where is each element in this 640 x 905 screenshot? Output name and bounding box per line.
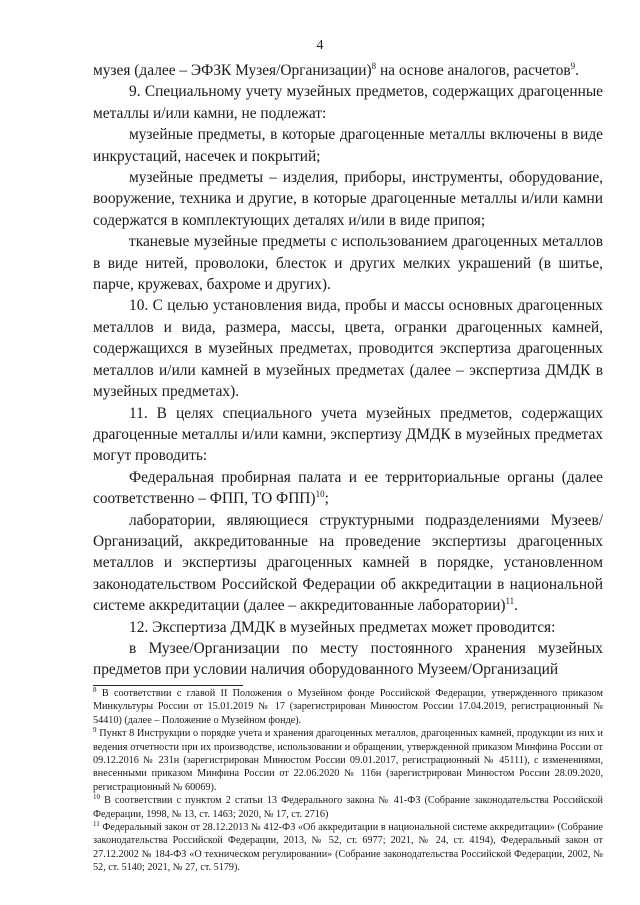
paragraph-11: 11. В целях специального учета музейных предметов, содержащих драгоценные металлы и/или камни, экспертизу ДМДК в музейных предметах могут проводить: — [93, 404, 603, 465]
footnote-ref: 10 — [315, 489, 325, 500]
page-number: 4 — [316, 38, 324, 53]
footnote-ref: 11 — [505, 596, 515, 607]
footnote-divider — [93, 685, 243, 686]
paragraph-continuation: музея (далее – ЭФЗК Музея/Организации)$^8$ на основе аналогов, расчетов$^9$. — [93, 61, 580, 79]
footnote-ref: 9 — [570, 61, 576, 71]
paragraph-10: 10. С целью установления вида, пробы и массы основных драгоценных металлов и вида, размера, массы, цвета, огранки драгоценных камней, содержащихся в музейных предметах, проводится экспертиза драгоценных металлов и/или камней в музейных предметах (далее – экспертиза ДМДК в музейных предметах). — [93, 297, 603, 401]
footnote: $^{11}$ Федеральный закон от 28.12.2013 № 412-ФЗ «Об аккредитации в национальной системе аккредитации» (Собрание законодательства Российской Федерации, 2013, № 52, ст. 6977; 2021, № 24, ст. 4194), Федеральный закон от 27.12.2002 № 184-ФЗ «О техническом регулировании» (Собрание законодательства Российской Федерации, 2002, № 52, ст. 5140; 2021, № 27, ст. 5179). — [93, 820, 603, 874]
footnote: $^9$ Пункт 8 Инструкции о порядке учета и хранения драгоценных металлов, драгоценных камней, продукции из них и ведения отчетности при их производстве, использовании и обращении, утвержденной приказом Минфина России от 09.12.2016 № 231н (зарегистрирован Минюстом России 09.01.2017, регистрационный № 45111), с изменениями, внесенными приказом Минфина России от 22.06.2020 № 116н (зарегистрирован Минюстом России 28.09.2020, регистрационный № 60069). — [93, 726, 603, 793]
list-item: музейные предметы – изделия, приборы, инструменты, оборудование, вооружение, техника и другие, в которые драгоценные металлы и/или камни содержатся в комплектующих деталях и/или в виде припоя; — [93, 169, 603, 229]
body-text — [93, 60, 603, 681]
list-item: тканевые музейные предметы с использованием драгоценных металлов в виде нитей, проволоки, блесток и других мелких украшений (в шитье, парче, кружевах, бахроме и других). — [93, 233, 603, 294]
footnotes — [93, 687, 603, 875]
list-item: музейные предметы, в которые драгоценные металлы включены в виде инкрустаций, насечек и покрытий; — [93, 126, 603, 165]
list-item: Федеральная пробирная палата и ее территориальные органы (далее соответственно – ФПП, ТО ФПП)$^{10}$; — [93, 468, 603, 508]
footnote: $^8$ В соответствии с главой II Положения о Музейном фонде Российской Федерации, утвержденного приказом Минкультуры России от 15.01.2019 № 17 (зарегистрирован Минюстом России 17.04.2019, регистрационный № 54410) (далее – Положение о Музейном фонде). — [93, 686, 603, 726]
list-item: в Музее/Организации по месту постоянного хранения музейных предметов при условии наличия оборудованного Музеем/Организаций — [93, 639, 603, 679]
list-item: лаборатории, являющиеся структурными подразделениями Музеев/Организаций, аккредитованные на проведение экспертизы драгоценных металлов и экспертизы драгоценных камней в порядке, установленном законодательством Российской Федерации об аккредитации в национальной системе аккредитации (далее – аккредитованные лаборатории)$^{11}$. — [93, 511, 603, 615]
footnote: $^{10}$ В соответствии с пунктом 2 статьи 13 Федерального закона № 41-ФЗ (Собрание законодательства Российской Федерации, 1998, № 13, ст. 1463; 2020, № 17, ст. 2716) — [93, 793, 603, 820]
footnote-ref: 8 — [371, 61, 377, 71]
paragraph-12: 12. Экспертиза ДМДК в музейных предметах может проводится: — [129, 618, 556, 636]
paragraph-9: 9. Специальному учету музейных предметов, содержащих драгоценные металлы и/или камни, не подлежат: — [93, 83, 603, 122]
